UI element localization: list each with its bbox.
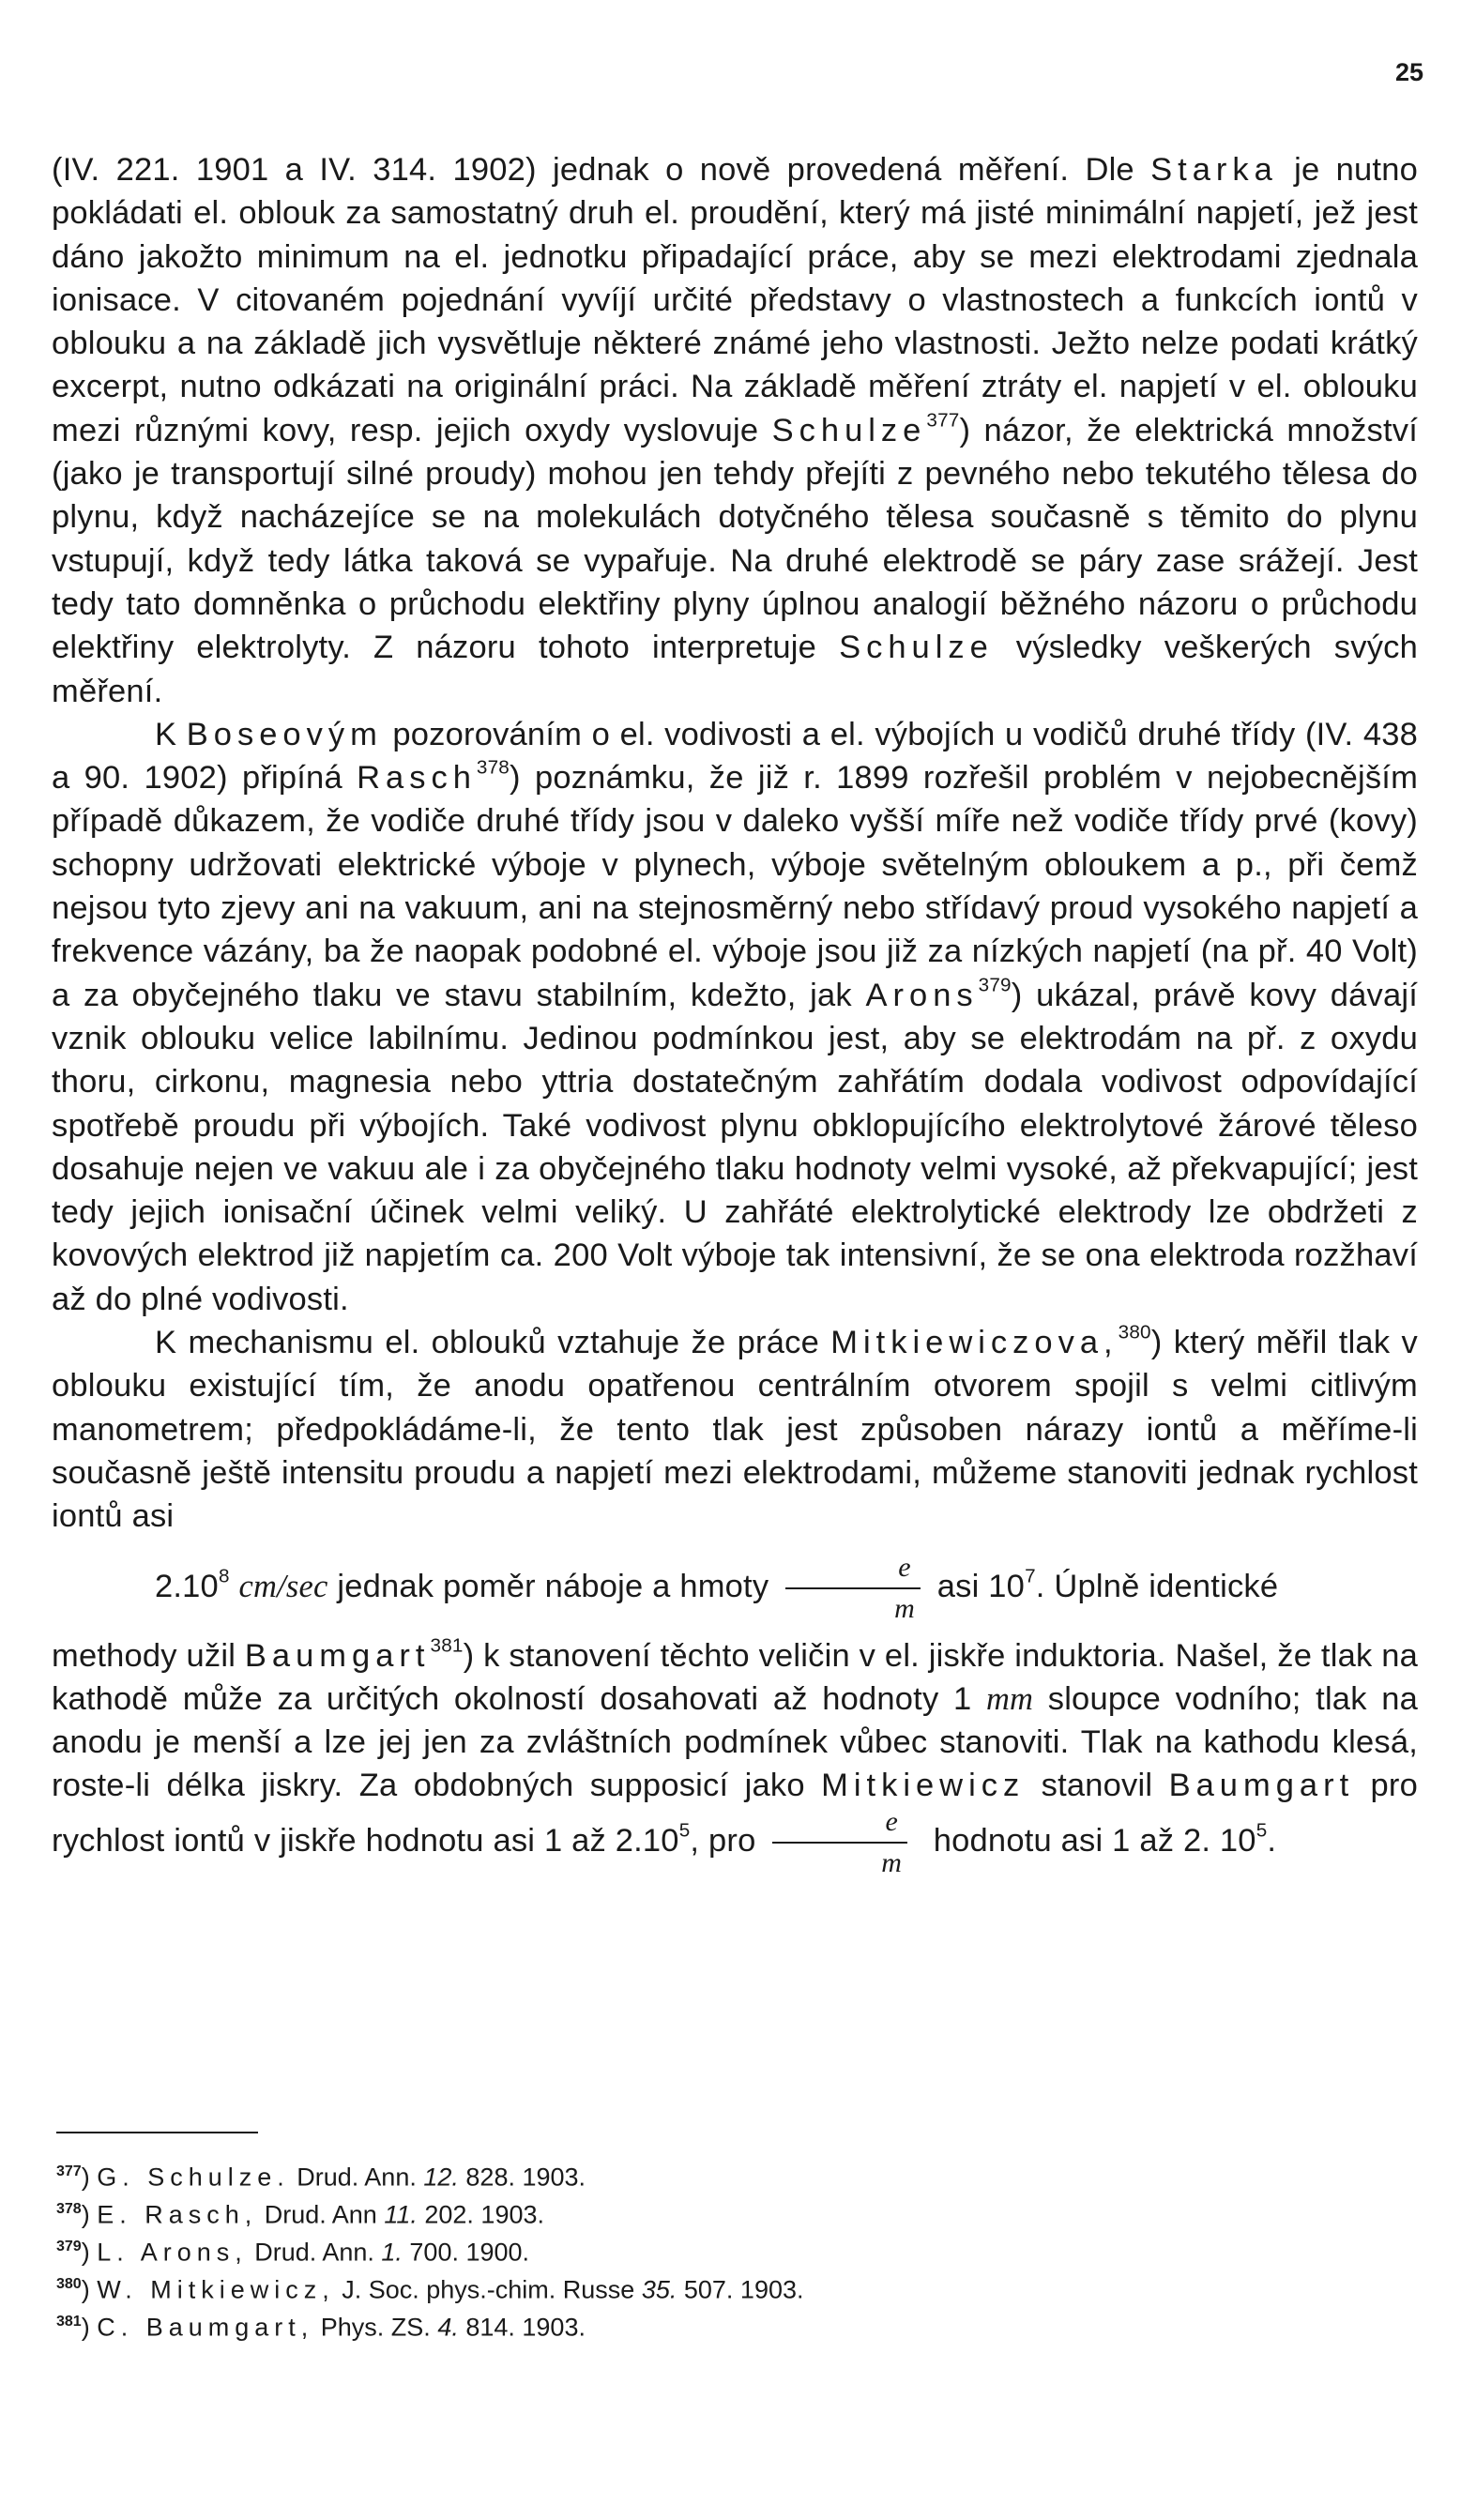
footnote: $^{379}$) L. Arons, Drud. Ann. 1. 700. 1900. xyxy=(56,2238,530,2267)
author-name: Schulze xyxy=(771,412,927,448)
author-name: Rasch xyxy=(357,760,477,797)
footnote: $^{380}$) W. Mitkiewicz, J. Soc. phys.-chim. Russe 35. 507. 1903. xyxy=(56,2275,804,2304)
body-text xyxy=(52,148,1418,1877)
equation-line: 2.10$^8$ cm/sec jednak poměr náboje a hmoty $\frac{e}{m}$ asi $10^7$. Úplně identické xyxy=(155,1551,1279,1624)
footnote-ref: 378 xyxy=(476,756,510,779)
footnote: $^{377}$) G. Schulze. Drud. Ann. 12. 828. 1903. xyxy=(56,2163,586,2192)
author-name: Mitkiewicz xyxy=(821,1768,1026,1804)
footnote-ref: 379 xyxy=(978,974,1012,996)
footnotes xyxy=(56,2156,1370,2343)
author-name: Mitkiewiczova, xyxy=(830,1325,1119,1361)
page-number: 25 xyxy=(1394,58,1423,86)
footnote-ref: 377 xyxy=(926,409,960,432)
author-name: Boseovým xyxy=(186,716,383,752)
paragraph-1: (IV. 221. 1901 a IV. 314. 1902) jednak o nově provedená měření. Dle Starka je nutno pokládati el. oblouk za samostatný druh el. proudění, který má jisté minimální napjetí, jež jest dáno jakožto minimum na el. jednotku připadající práce, aby se mezi elektrodami zjednala ionisace. V citovaném pojednání vyvíjí určité představy o vlastnostech a funkcích iontů v oblouku a na základě jich vysvětluje některé známé jeho vlastnosti. Ježto nelze podati krátký excerpt, nutno odkázati na originální práci. Na základě měření ztráty el. napjetí v el. oblouku mezi různými kovy, resp. jejich oxydy vyslovuje Schulze$^{377}$) názor, že elektrická množství (jako je transportují silné proudy) mohou jen tehdy přejíti z pevného nebo tekutého tělesa do plynu, když nacházejíce se na molekulách dotyčného tělesa současně s těmito do plynu vstupují, když tedy látka taková se vypařuje. Na druhé elektrodě se páry zase srážejí. Jest tedy tato domněnka o průchodu elektřiny plyny úplnou analogií běžného názoru o průchodu elektřiny elektrolyty. Z názoru tohoto interpretuje Schulze výsledky veškerých svých měření. xyxy=(52,152,1418,709)
author-name: Baumgart xyxy=(244,1637,431,1674)
fraction-e-over-m: $\frac{e}{m}$ xyxy=(772,1808,907,1877)
paragraph-2: K Boseovým pozorováním o el. vodivosti a el. výbojích u vodičů druhé třídy (IV. 438 a 90. 1902) připíná Rasch$^{378}$) poznámku, že již r. 1899 rozřešil problém v nejobecnějším případě důkazem, že vodiče druhé třídy jsou v daleko vyšší míře než vodiče třídy prvé (kovy) schopny udržovati elektrické výboje v plynech, výboje světelným obloukem a p., při čemž nejsou tyto zjevy ani na vakuum, ani na stejnosměrný nebo střídavý proud vysokého napjetí a frekvence vázány, ba že naopak podobné el. výboje jsou již za nízkých napjetí (na př. 40 Volt) a za obyčejného tlaku ve stavu stabilním, kdežto, jak Arons$^{379}$) ukázal, právě kovy dávají vznik oblouku velice labilnímu. Jedinou podmínkou jest, aby se elektrodám na př. z oxydu thoru, cirkonu, magnesia nebo yttria dostatečným zahřátím dodala vodivost odpovídající spotřebě proudu při výbojích. Také vodivost plynu obklopujícího elektrolytové žárové těleso dosahuje nejen ve vakuu ale i za obyčejného tlaku hodnoty velmi vysoké, až překvapující; jest tedy jejich ionisační účinek velmi veliký. U zahřáté elektrolytické elektrody lze obdržeti z kovových elektrod již napjetím ca. 200 Volt výboje tak intensivní, že se ona elektroda rozžhaví až do plné vodivosti. xyxy=(52,716,1419,1317)
author-name: Starka xyxy=(1150,152,1278,188)
footnote-ref: 380 xyxy=(1118,1321,1151,1343)
footnote: $^{381}$) C. Baumgart, Phys. ZS. 4. 814. 1903. xyxy=(56,2312,586,2341)
footnote: $^{378}$) E. Rasch, Drud. Ann 11. 202. 1903. xyxy=(56,2200,544,2229)
fraction-e-over-m: $\frac{e}{m}$ xyxy=(785,1554,921,1623)
footnote-ref: 381 xyxy=(430,1633,464,1656)
author-name: Schulze xyxy=(839,630,994,666)
author-name: Arons xyxy=(865,977,979,1013)
paragraph-3: K mechanismu el. oblouků vztahuje že práce Mitkiewiczova,$^{380}$) který měřil tlak v oblouku existující tím, že anodu opatřenou centrálním otvorem spojil s velmi citlivým manometrem; předpokládáme-li, že tento tlak jest způsoben nárazy iontů a měříme-li současně ještě intensitu proudu a napjetí mezi elektrodami, můžeme stanoviti jednak rychlost iontů asi 2.10$^8$ cm/sec jednak poměr náboje a hmoty $\frac{e}{m}$ asi $10^7$. Úplně identické methody užil Baumgart$^{381}$) k stanovení těchto veličin v el. jiskře induktoria. Našel, že tlak na kathodě může za určitých okolností dosahovati až hodnoty 1 mm sloupce vodního; tlak na anodu je menší a lze jej jen za zvláštních podmínek vůbec stanoviti. Tlak na kathodu klesá, roste-li délka jiskry. Za obdobných supposicí jako Mitkiewicz stanovil Baumgart pro rychlost iontů v jiskře hodnotu asi 1 až 2.10$^5$, pro $\frac{e}{m}$ hodnotu asi 1 až 2. $10^5$. xyxy=(52,1321,1419,1878)
author-name: Baumgart xyxy=(1168,1768,1355,1804)
footnote-divider xyxy=(56,2132,258,2133)
